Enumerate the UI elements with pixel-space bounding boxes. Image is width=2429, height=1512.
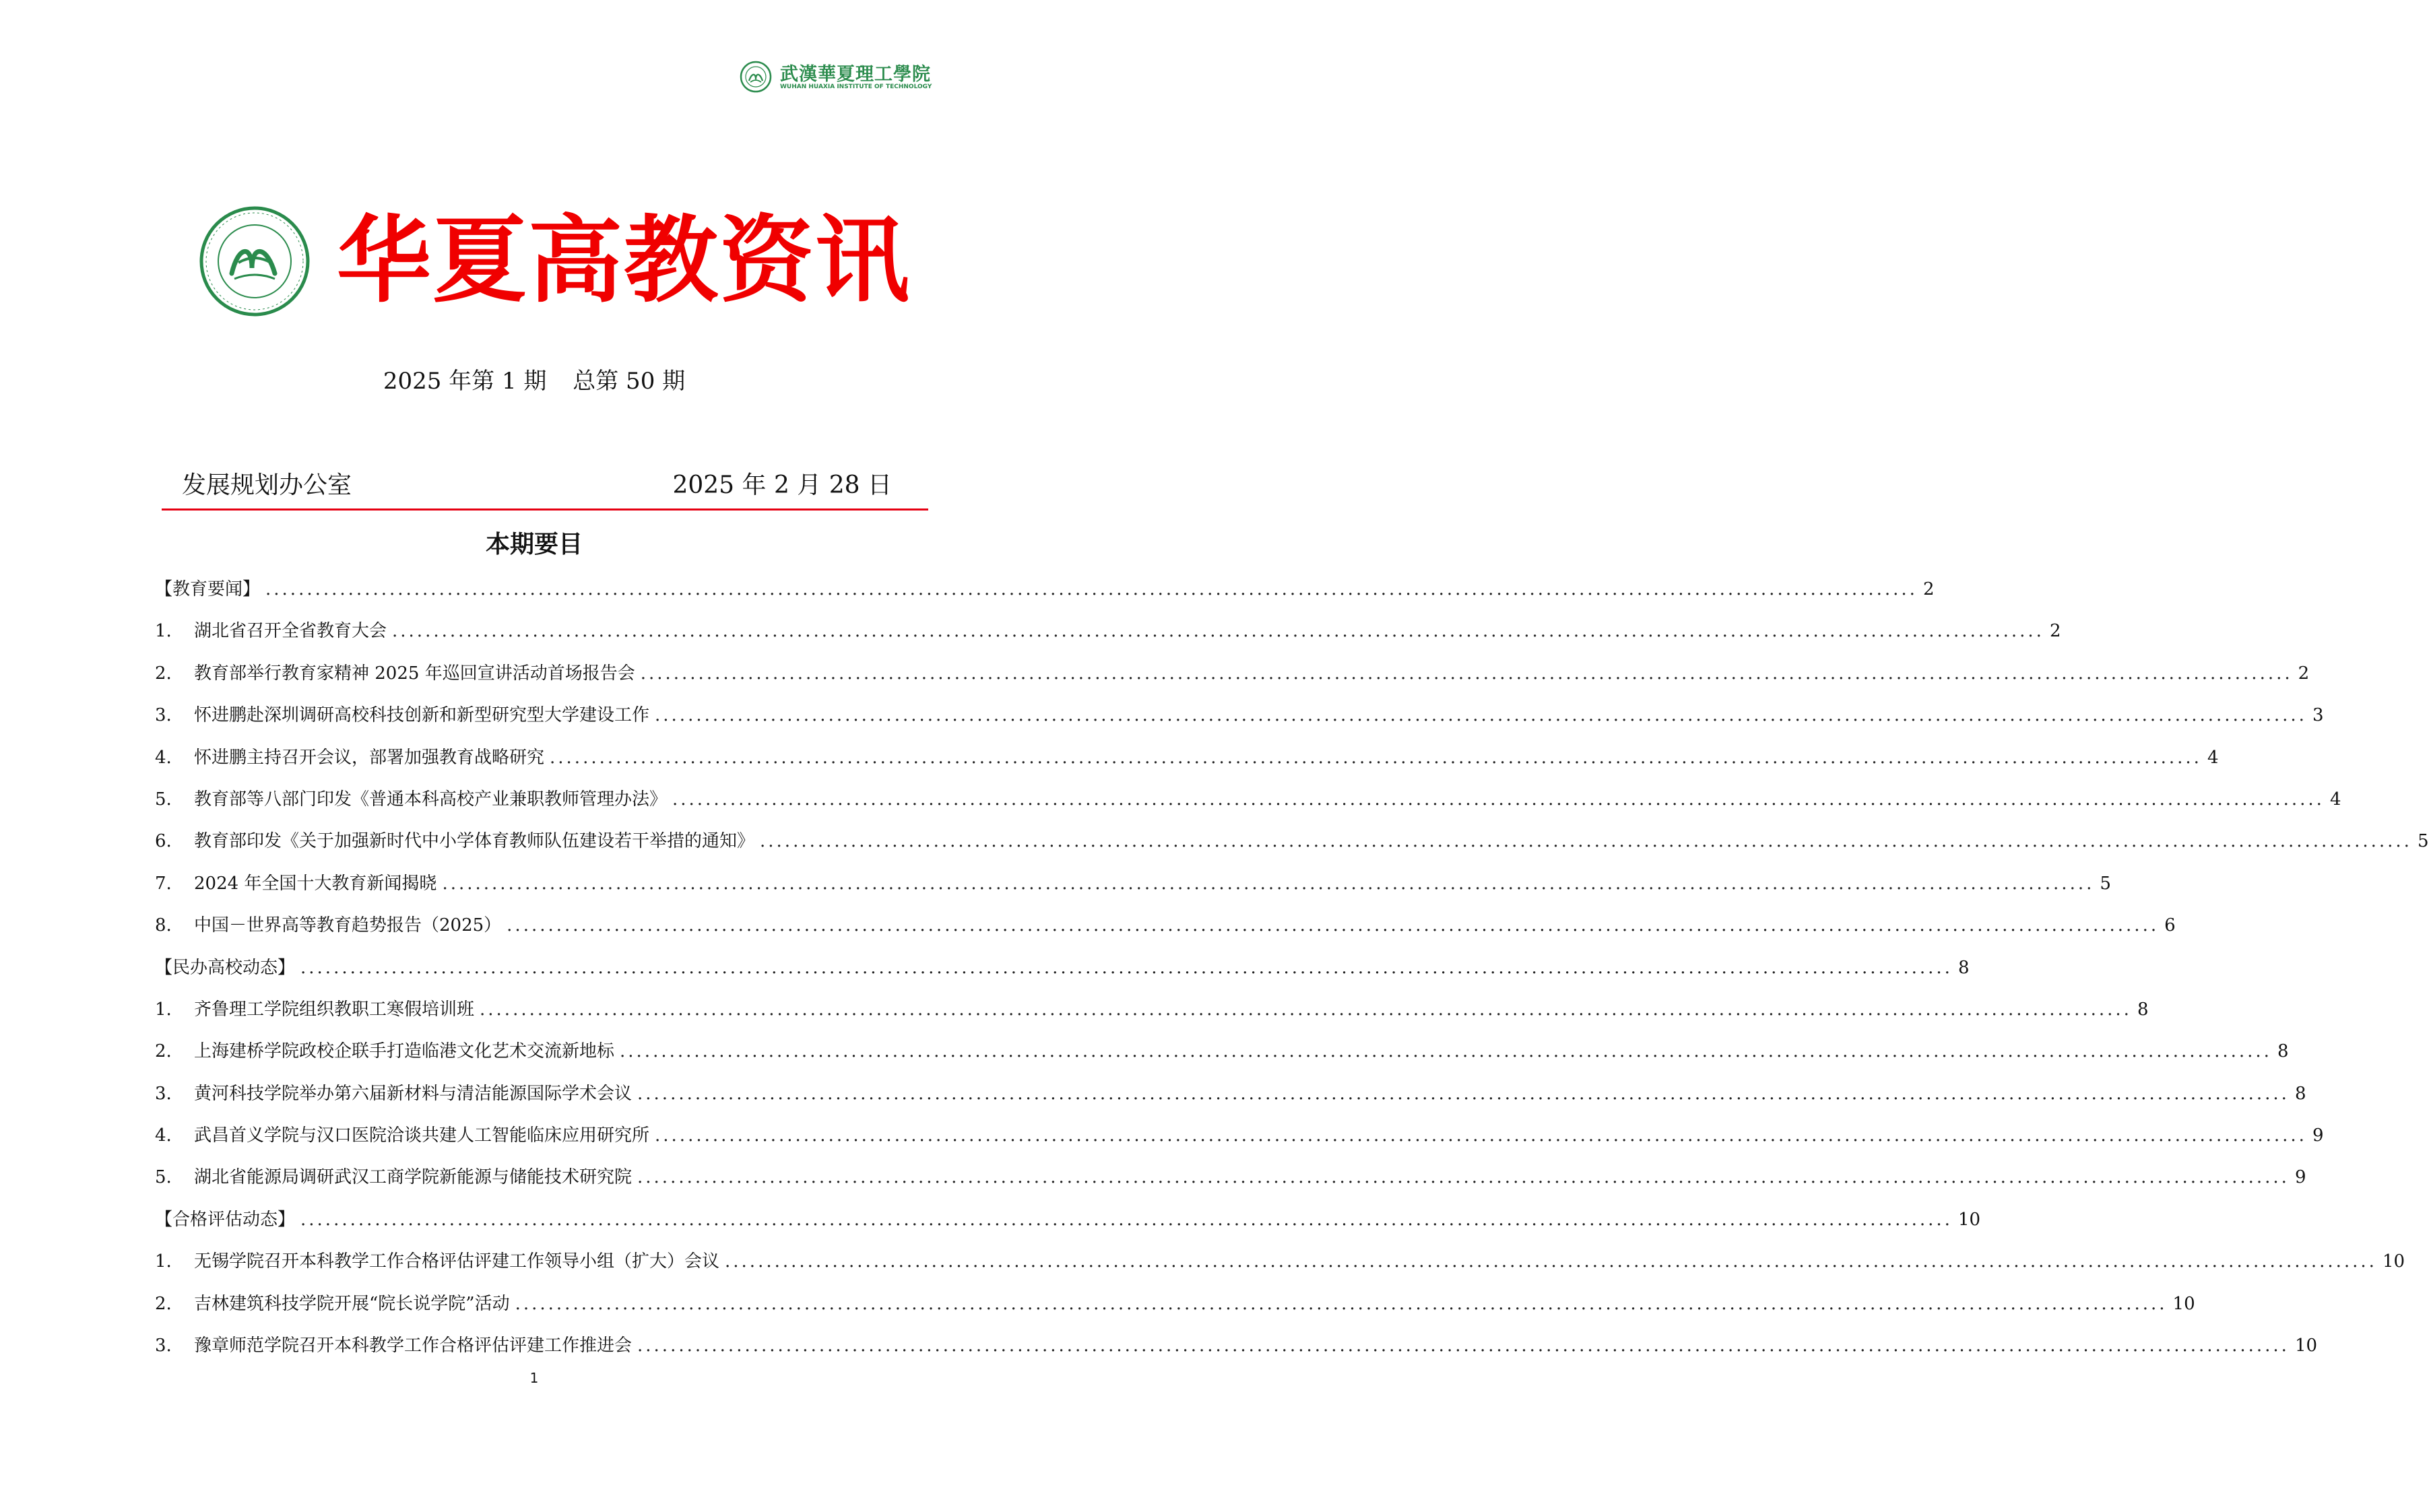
toc-entry-number: 1.: [155, 1251, 172, 1272]
toc-entry[interactable]: [155, 1332, 2318, 1373]
toc-entry-page: 2: [2049, 621, 2061, 642]
toc-entry-page: 9: [2312, 1125, 2324, 1146]
publication-date: 2025 年 2 月 28 日: [672, 471, 892, 499]
toc-entry-label: 无锡学院召开本科教学工作合格评估评建工作领导小组（扩大）会议: [194, 1251, 720, 1272]
toc-entry[interactable]: [155, 785, 2341, 827]
department: 发展规划办公室: [182, 471, 352, 499]
toc-entry-number: 2.: [155, 663, 172, 684]
toc-entry-label: 上海建桥学院政校企联手打造临港文化艺术交流新地标: [194, 1041, 615, 1062]
toc-entry-number: 5.: [155, 789, 172, 810]
header-logo: [740, 59, 932, 94]
toc-entry-label: 教育部印发《关于加强新时代中小学体育教师队伍建设若干举措的通知》: [194, 831, 755, 852]
toc-entry-number: 3.: [155, 1336, 172, 1356]
toc-entry[interactable]: [155, 1163, 2306, 1205]
toc-entry-label: 武昌首义学院与汉口医院洽谈共建人工智能临床应用研究所: [194, 1125, 650, 1146]
school-emblem-icon: [199, 206, 310, 317]
toc-entry-number: 3.: [155, 1083, 172, 1104]
toc-entry-number: 4.: [155, 1125, 172, 1146]
page-number: 1: [529, 1370, 539, 1386]
toc-entry[interactable]: [155, 1121, 2324, 1163]
toc-dot-leader: ........................................................................................................................................................................................................: [725, 1251, 2377, 1272]
toc-entry-label: 湖北省能源局调研武汉工商学院新能源与储能技术研究院: [194, 1167, 633, 1188]
toc-entry[interactable]: [155, 827, 2429, 869]
toc-entry[interactable]: [155, 995, 2149, 1037]
toc-entry-number: 7.: [155, 873, 172, 894]
toc-entry-page: 5: [2100, 873, 2111, 894]
toc-title: 本期要目: [485, 530, 583, 558]
toc-dot-leader: ........................................................................................................................................................................................................: [480, 999, 2132, 1020]
toc-dot-leader: ........................................................................................................................................................................................................: [515, 1293, 2168, 1314]
toc-entry-number: 6.: [155, 831, 172, 852]
toc-entry-number: 1.: [155, 999, 172, 1020]
toc-entry-label: 豫章师范学院召开本科教学工作合格评估评建工作推进会: [194, 1336, 633, 1356]
toc-entry-number: 2.: [155, 1293, 172, 1314]
toc-entry-page: 10: [2294, 1336, 2318, 1356]
toc-dot-leader: ........................................................................................................................................................................................................: [507, 915, 2160, 936]
table-of-contents: [155, 575, 2429, 1373]
toc-dot-leader: ........................................................................................................................................................................................................: [442, 873, 2095, 894]
toc-dot-leader: ........................................................................................................................................................................................................: [620, 1041, 2272, 1062]
toc-dot-leader: ........................................................................................................................................................................................................: [637, 1167, 2290, 1188]
toc-entry-number: 1.: [155, 621, 172, 642]
toc-entry-label: 怀进鹏主持召开会议，部署加强教育战略研究: [194, 747, 545, 768]
toc-dot-leader: ........................................................................................................................................................................................................: [672, 789, 2325, 810]
toc-entry-page: 9: [2294, 1167, 2306, 1188]
toc-entry[interactable]: [155, 1037, 2289, 1079]
toc-section[interactable]: [155, 954, 1970, 995]
toc-entry-page: 8: [2137, 999, 2149, 1020]
toc-entry[interactable]: [155, 659, 2310, 701]
toc-entry-label: 教育部等八部门印发《普通本科高校产业兼职教师管理办法》: [194, 789, 668, 810]
issue-number: 2025 年第 1 期: [383, 368, 547, 395]
toc-entry[interactable]: [155, 744, 2219, 785]
toc-dot-leader: ........................................................................................................................................................................................................: [550, 747, 2202, 768]
toc-entry-number: 4.: [155, 747, 172, 768]
publication-title: 华夏高教资讯: [337, 206, 911, 316]
toc-entry-number: 5.: [155, 1167, 172, 1188]
school-name-cn: 武漢華夏理工學院: [780, 64, 931, 85]
toc-section[interactable]: [155, 575, 1935, 617]
toc-dot-leader: ........................................................................................................................................................................................................: [760, 831, 2412, 852]
toc-entry[interactable]: [155, 1290, 2195, 1332]
toc-entry-label: 怀进鹏赴深圳调研高校科技创新和新型研究型大学建设工作: [194, 705, 650, 726]
toc-entry-label: 黄河科技学院举办第六届新材料与清洁能源国际学术会议: [194, 1083, 633, 1104]
toc-entry-page: 2: [2298, 663, 2310, 684]
toc-entry-page: 2: [1922, 579, 1935, 599]
toc-entry[interactable]: [155, 911, 2176, 953]
toc-entry-page: 4: [2329, 789, 2341, 810]
toc-dot-leader: ........................................................................................................................................................................................................: [637, 1083, 2290, 1104]
toc-entry-page: 8: [2277, 1041, 2289, 1062]
toc-entry-page: 4: [2207, 747, 2219, 768]
toc-entry-label: 【合格评估动态】: [155, 1209, 296, 1230]
toc-entry-page: 6: [2164, 915, 2176, 936]
school-name-en: WUHAN HUAXIA INSTITUTE OF TECHNOLOGY: [780, 84, 932, 90]
toc-entry-number: 8.: [155, 915, 172, 936]
toc-entry[interactable]: [155, 1080, 2306, 1121]
toc-entry-label: 齐鲁理工学院组织教职工寒假培训班: [194, 999, 475, 1020]
toc-entry-label: 【民办高校动态】: [155, 957, 296, 978]
toc-entry-label: 【教育要闻】: [155, 579, 261, 599]
toc-entry-page: 10: [1957, 1209, 1981, 1230]
toc-dot-leader: ........................................................................................................................................................................................................: [640, 663, 2293, 684]
toc-entry-page: 3: [2312, 705, 2324, 726]
toc-section[interactable]: [155, 1206, 1981, 1247]
toc-entry-number: 2.: [155, 1041, 172, 1062]
toc-entry-number: 3.: [155, 705, 172, 726]
toc-entry[interactable]: [155, 869, 2111, 911]
school-seal-icon: [740, 61, 772, 93]
toc-entry-label: 吉林建筑科技学院开展“院长说学院”活动: [194, 1293, 510, 1314]
toc-entry-page: 8: [1957, 957, 1970, 978]
toc-entry-page: 8: [2294, 1083, 2306, 1104]
toc-dot-leader: ........................................................................................................................................................................................................: [655, 1125, 2307, 1146]
toc-entry[interactable]: [155, 701, 2324, 743]
toc-entry-label: 2024 年全国十大教育新闻揭晓: [194, 873, 437, 894]
header-divider: [162, 508, 928, 511]
toc-dot-leader: ........................................................................................................................................................................................................: [300, 957, 1953, 978]
toc-entry-page: 10: [2382, 1251, 2405, 1272]
toc-entry-page: 5: [2417, 831, 2429, 852]
toc-entry-label: 教育部举行教育家精神 2025 年巡回宣讲活动首场报告会: [194, 663, 635, 684]
toc-entry[interactable]: [155, 617, 2061, 659]
toc-entry-page: 10: [2172, 1293, 2195, 1314]
toc-entry[interactable]: [155, 1247, 2405, 1289]
total-issue-number: 总第 50 期: [573, 368, 686, 395]
toc-entry-label: 中国－世界高等教育趋势报告（2025）: [194, 915, 502, 936]
toc-dot-leader: ........................................................................................................................................................................................................: [300, 1209, 1953, 1230]
issue-line: [0, 362, 1068, 395]
toc-dot-leader: ........................................................................................................................................................................................................: [655, 705, 2307, 726]
toc-entry-label: 湖北省召开全省教育大会: [194, 621, 387, 642]
toc-dot-leader: ........................................................................................................................................................................................................: [265, 579, 1918, 599]
toc-dot-leader: ........................................................................................................................................................................................................: [392, 621, 2044, 642]
toc-dot-leader: ........................................................................................................................................................................................................: [637, 1336, 2290, 1356]
